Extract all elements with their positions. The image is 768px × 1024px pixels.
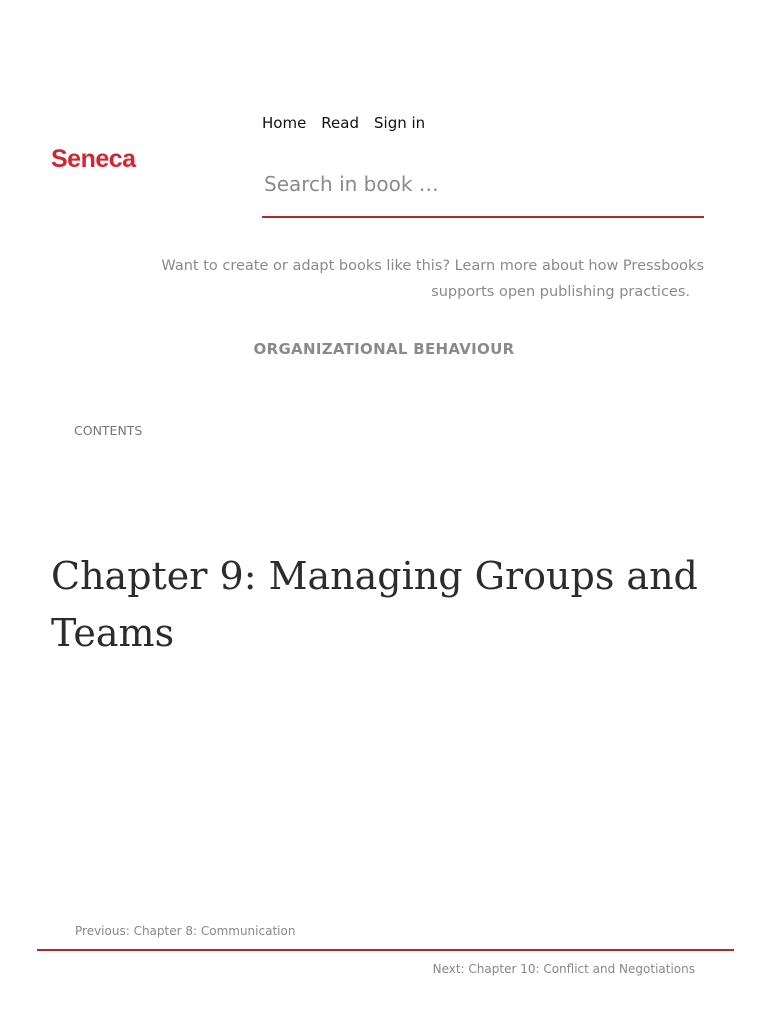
seneca-logo[interactable]: Seneca [51,145,136,173]
promo-line-2: supports open publishing practices. [431,284,690,300]
chapter-title: Chapter 9: Managing Groups and Teams [51,554,698,655]
next-chapter-link[interactable]: Next: Chapter 10: Conflict and Negotiations [432,962,695,976]
promo-text [110,253,704,305]
previous-chapter-link[interactable]: Previous: Chapter 8: Communication [75,924,296,938]
nav-read-link[interactable]: Read [321,114,359,132]
search-input[interactable] [262,160,704,216]
top-nav [262,114,425,132]
nav-home-link[interactable]: Home [262,114,307,132]
nav-sign-in-link[interactable]: Sign in [374,114,426,132]
pagination-divider [37,949,734,951]
search-box [262,160,704,218]
book-title-link[interactable]: ORGANIZATIONAL BEHAVIOUR [253,340,515,358]
promo-line-1: Want to create or adapt books like this? Learn more about how Pressbooks [161,258,704,274]
contents-toggle[interactable]: CONTENTS [74,423,143,438]
